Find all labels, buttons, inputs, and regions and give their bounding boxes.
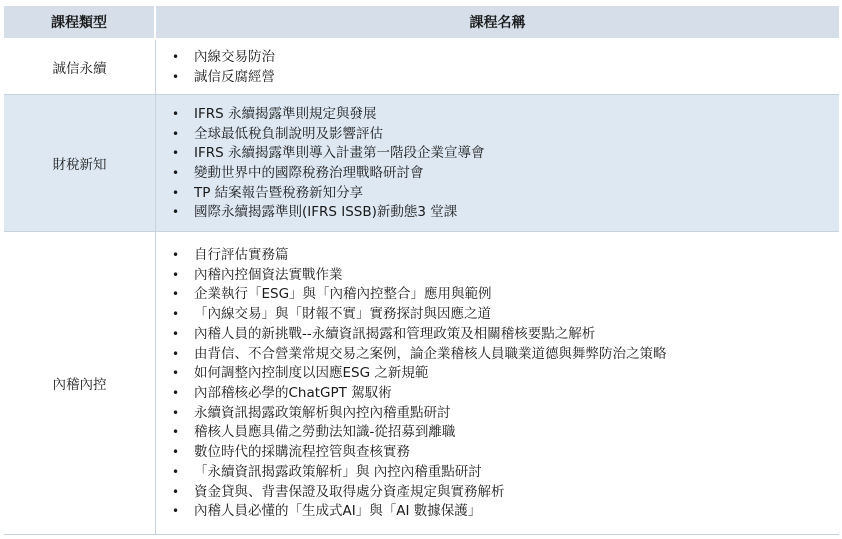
course-list-cell <box>156 232 839 535</box>
course-list <box>156 40 839 93</box>
course-item: • 如何調整內控制度以因應ESG 之新規範 <box>172 364 839 384</box>
course-list <box>156 97 839 229</box>
course-item: • 永續資訊揭露政策解析與內控內稽重點研討 <box>172 404 839 424</box>
course-list <box>156 238 839 528</box>
course-item: • 內稽內控個資法實戰作業 <box>172 266 839 286</box>
course-item: • 自行評估實務篇 <box>172 246 839 266</box>
course-item: • 資金貸與、背書保證及取得處分資產規定與實務解析 <box>172 483 839 503</box>
course-item: • IFRS 永續揭露準則規定與發展 <box>172 105 839 125</box>
course-item: • 企業執行「ESG」與「內稽內控整合」應用與範例 <box>172 285 839 305</box>
course-item: • 變動世界中的國際稅務治理戰略研討會 <box>172 164 839 184</box>
course-table <box>4 6 839 535</box>
header-course-type: 課程類型 <box>4 6 156 40</box>
header-row <box>4 6 839 40</box>
header-course-name: 課程名稱 <box>156 6 839 40</box>
course-item: • 內部稽核必學的ChatGPT 駕馭術 <box>172 384 839 404</box>
course-list-cell <box>156 40 839 95</box>
course-item: • 數位時代的採購流程控管與查核實務 <box>172 443 839 463</box>
course-item: • 國際永續揭露準則(IFRS ISSB)新動態3 堂課 <box>172 203 839 223</box>
course-item: • 內稽人員的新挑戰--永續資訊揭露和管理政策及相關稽核要點之解析 <box>172 325 839 345</box>
course-type-cell: 財稅新知 <box>4 95 156 232</box>
course-item: • TP 結案報告暨稅務新知分享 <box>172 184 839 204</box>
course-type-cell: 內稽內控 <box>4 232 156 535</box>
course-type-cell: 誠信永續 <box>4 40 156 95</box>
course-item: • 內線交易防治 <box>172 48 839 68</box>
course-list-cell <box>156 95 839 232</box>
course-item: • IFRS 永續揭露準則導入計畫第一階段企業宣導會 <box>172 144 839 164</box>
table-row <box>4 232 839 535</box>
course-item: • 由背信、不合營業常規交易之案例，論企業稽核人員職業道德與舞弊防治之策略 <box>172 345 839 365</box>
course-item: • 「內線交易」與「財報不實」實務探討與因應之道 <box>172 305 839 325</box>
table-row <box>4 40 839 95</box>
course-item: • 內稽人員必懂的「生成式AI」與「AI 數據保護」 <box>172 502 839 522</box>
course-item: • 全球最低稅負制說明及影響評估 <box>172 125 839 145</box>
course-item: • 誠信反腐經營 <box>172 68 839 88</box>
table-row <box>4 95 839 232</box>
course-item: • 「永續資訊揭露政策解析」與 內控內稽重點研討 <box>172 463 839 483</box>
course-item: • 稽核人員應具備之勞動法知識-從招募到離職 <box>172 423 839 443</box>
